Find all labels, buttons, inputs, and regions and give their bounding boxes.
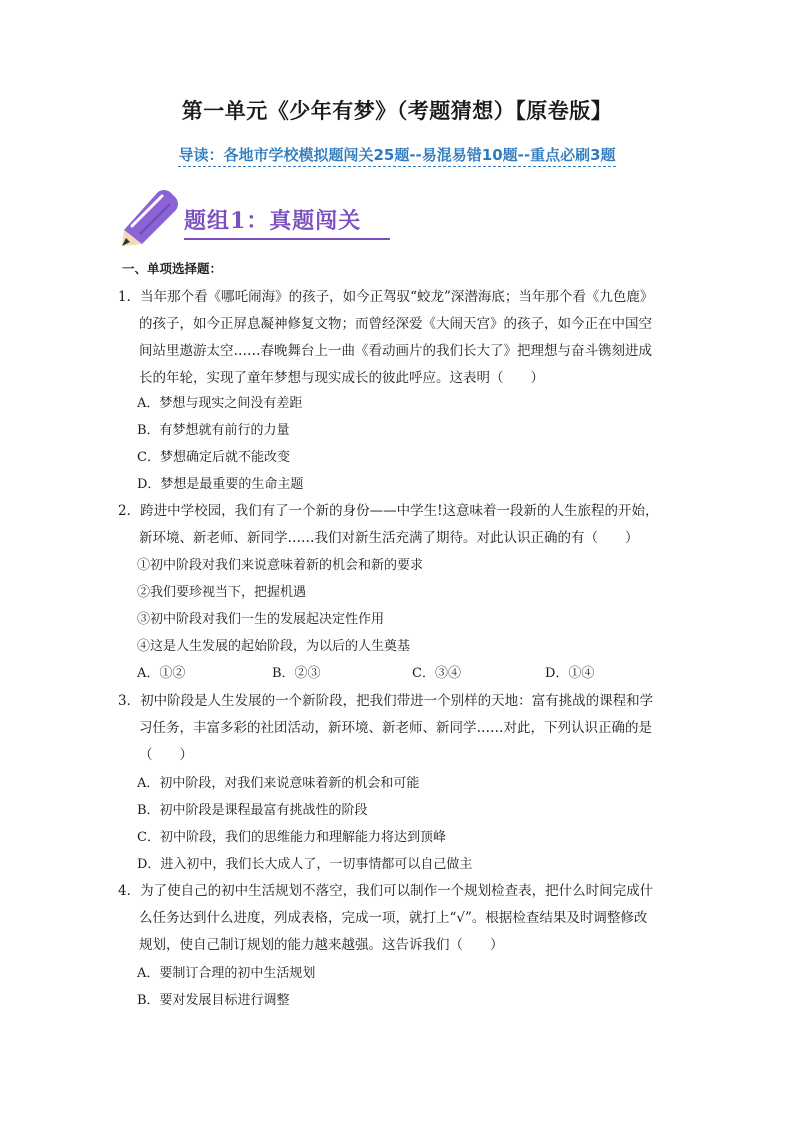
section-heading: 一、单项选择题： <box>122 261 223 276</box>
question-line: 么任务达到什么进度，列成表格，完成一项，就打上“√”。根据检查结果及时调整修改 <box>139 910 648 926</box>
question-line: 2．跨进中学校园，我们有了一个新的身份——中学生!这意味着一段新的人生旅程的开始， <box>118 503 659 519</box>
question-line: 规划，使自己制订规划的能力越来越强。这告诉我们（ ） <box>139 937 504 953</box>
page-subtitle <box>0 144 794 165</box>
question-line: 3．初中阶段是人生发展的一个新阶段，把我们带进一个别样的天地：富有挑战的课程和学 <box>118 693 654 709</box>
option-1b: B．有梦想就有前行的力量 <box>137 423 290 438</box>
option-3c: C．初中阶段，我们的思维能力和理解能力将达到顶峰 <box>137 830 446 845</box>
question-line: 的孩子，如今正屏息凝神修复文物；而曾经深爱《大闹天宫》的孩子，如今正在中国空 <box>139 316 652 332</box>
option-3a: A．初中阶段，对我们来说意味着新的机会和可能 <box>137 776 420 791</box>
option-1d: D．梦想是最重要的生命主题 <box>137 477 304 492</box>
question-line: 1．当年那个看《哪吒闹海》的孩子，如今正驾驭“蛟龙”深潜海底；当年那个看《九色鹿》 <box>118 289 654 305</box>
option-4b: B．要对发展目标进行调整 <box>137 993 290 1008</box>
question-line: 间站里遨游太空……春晚舞台上一曲《看动画片的我们长大了》把理想与奋斗镌刻进成 <box>139 343 652 359</box>
option-4a: A．要制订合理的初中生活规划 <box>137 966 316 981</box>
page-title: 第一单元《少年有梦》（考题猜想）【原卷版】 <box>181 99 613 123</box>
group-banner <box>118 186 418 248</box>
statement-4: ④这是人生发展的起始阶段，为以后的人生奠基 <box>137 639 411 654</box>
question-4 <box>118 878 688 959</box>
question-1 <box>118 284 688 392</box>
option-2b: B．②③ <box>272 666 321 681</box>
question-2 <box>118 498 688 552</box>
option-1a: A．梦想与现实之间没有差距 <box>137 396 303 411</box>
statement-3: ③初中阶段对我们一生的发展起决定性作用 <box>137 612 385 627</box>
pencil-icon <box>118 186 182 248</box>
subtitle-text: 导读：各地市学校模拟题闯关25题--易混易错10题--重点必刷3题 <box>178 146 615 167</box>
question-line: 长的年轮，实现了童年梦想与现实成长的彼此呼应。这表明（ ） <box>139 370 544 386</box>
question-line: （ ） <box>139 747 193 763</box>
option-1c: C．梦想确定后就不能改变 <box>137 450 290 465</box>
option-2c: C．③④ <box>412 666 461 681</box>
option-3d: D．进入初中，我们长大成人了，一切事情都可以自己做主 <box>137 857 473 872</box>
statement-2: ②我们要珍视当下，把握机遇 <box>137 585 307 600</box>
option-3b: B．初中阶段是课程最富有挑战性的阶段 <box>137 803 368 818</box>
statement-1: ①初中阶段对我们来说意味着新的机会和新的要求 <box>137 558 424 573</box>
option-2a: A．①② <box>137 666 186 681</box>
question-line: 习任务，丰富多彩的社团活动，新环境、新老师、新同学……对此，下列认识正确的是 <box>139 720 652 736</box>
group-title: 题组1：真题闯关 <box>184 208 362 234</box>
question-line: 新环境、新老师、新同学……我们对新生活充满了期待。对此认识正确的有（ ） <box>139 530 639 546</box>
question-line: 4．为了使自己的初中生活规划不落空，我们可以制作一个规划检查表，把什么时间完成什 <box>118 883 654 899</box>
question-3 <box>118 688 688 769</box>
group-title-underline <box>184 238 390 240</box>
option-2d: D．①④ <box>545 666 595 681</box>
